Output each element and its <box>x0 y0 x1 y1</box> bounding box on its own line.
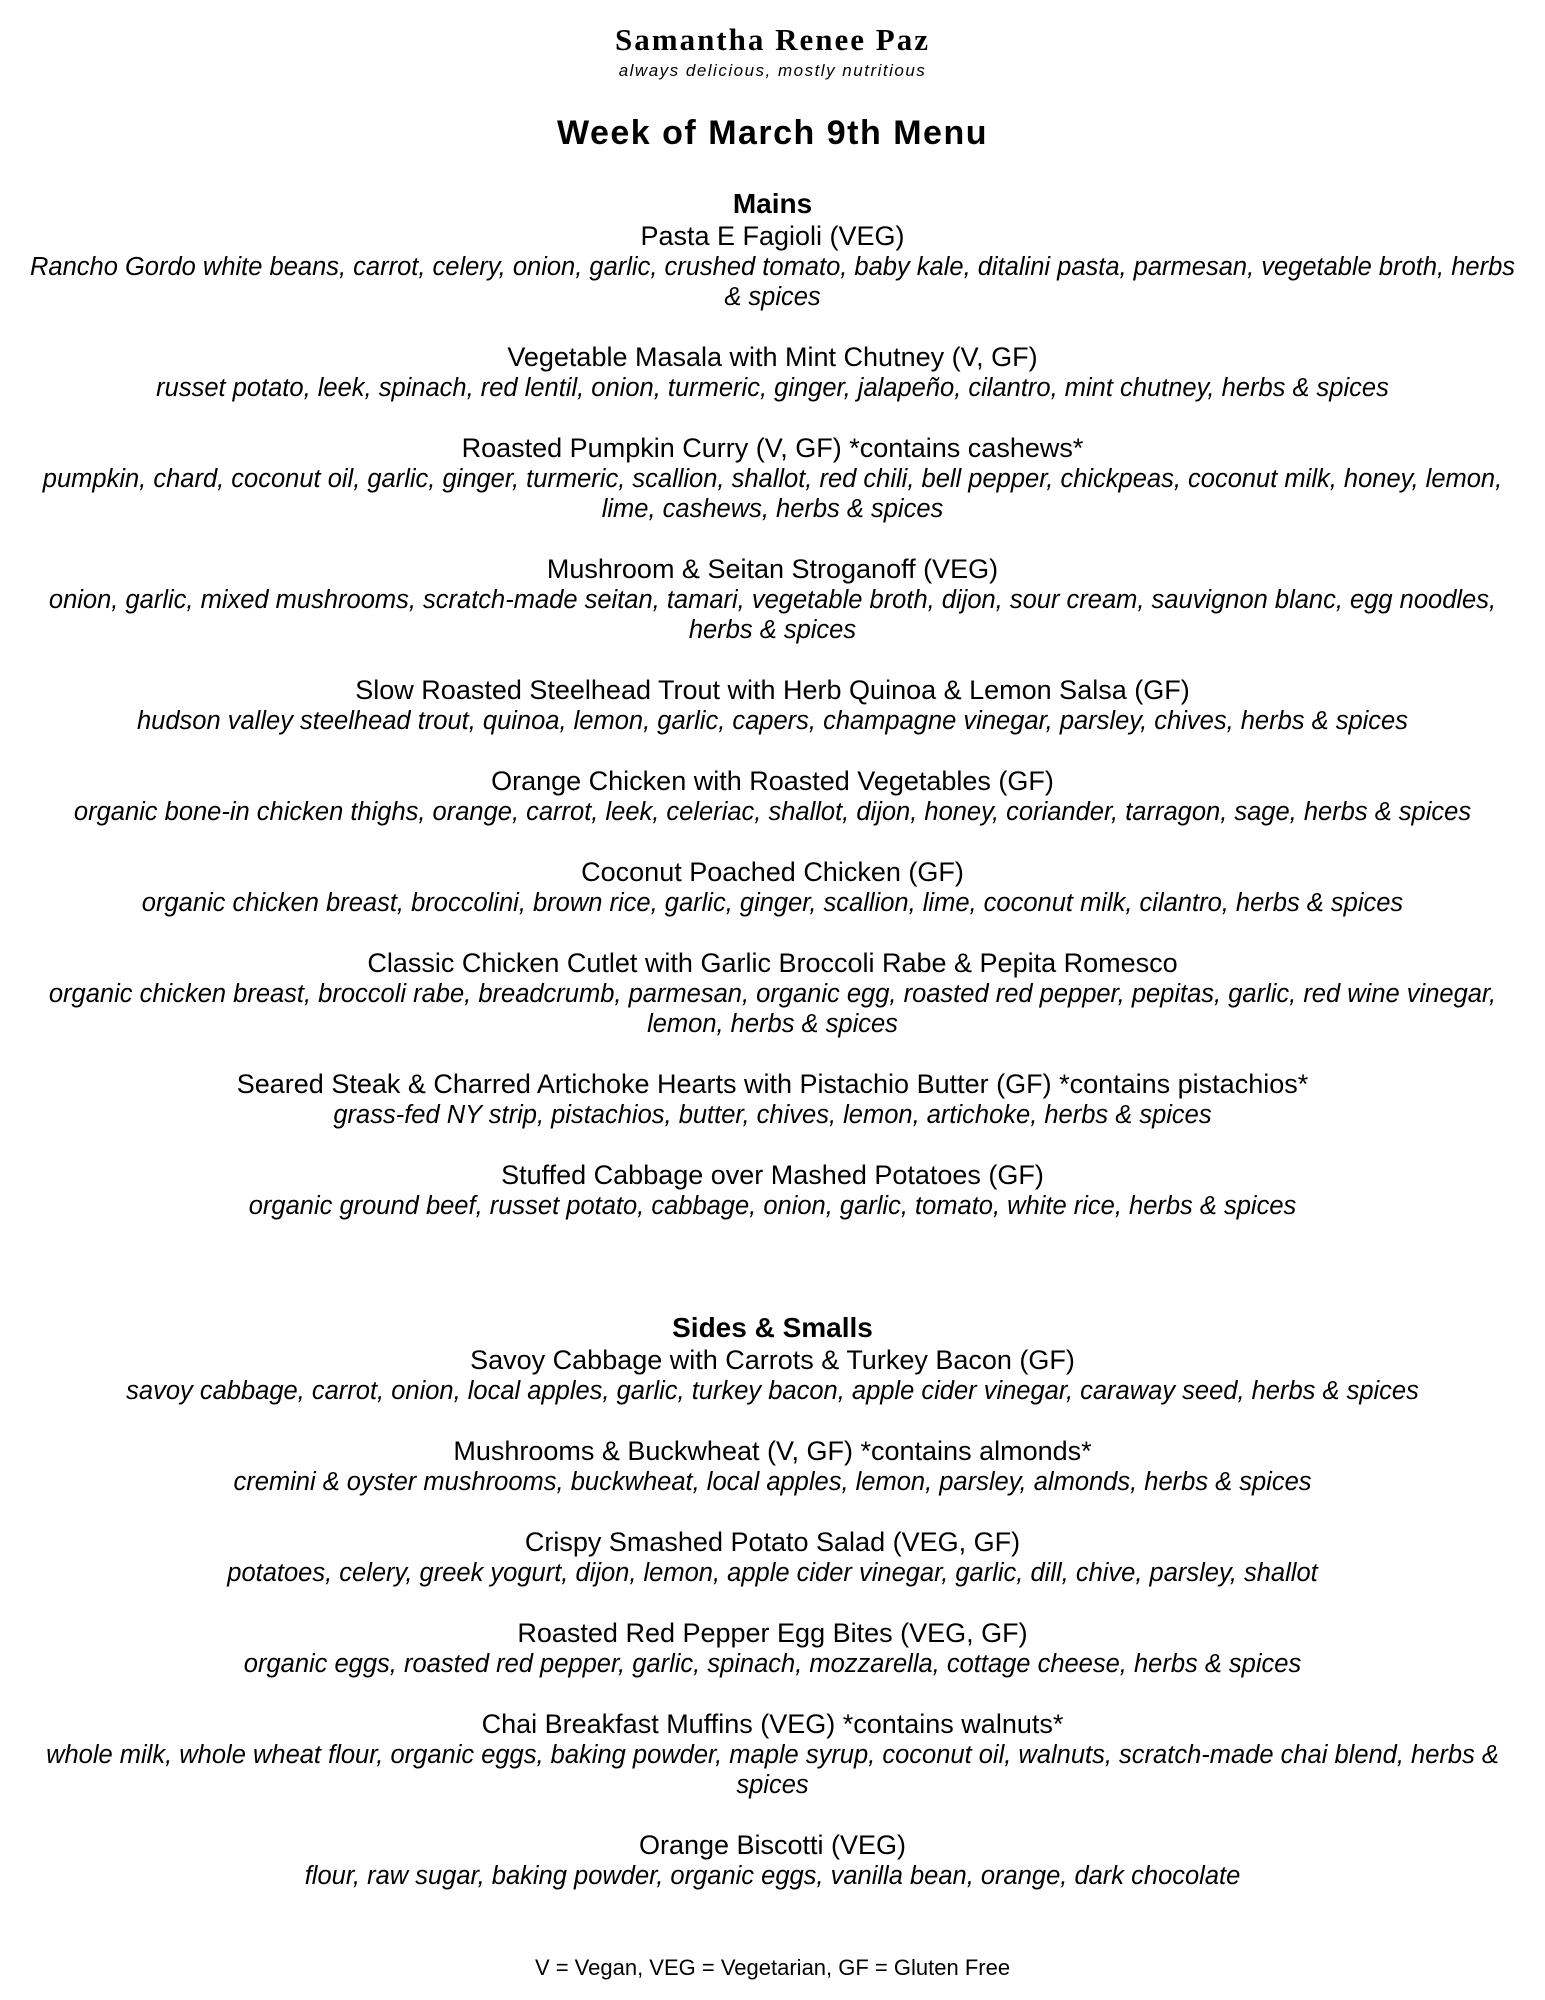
dish-coconut-poached-chicken <box>0 857 1545 918</box>
dish-ingredients: potatoes, celery, greek yogurt, dijon, lemon, apple cider vinegar, garlic, dill, chive, parsley, shallot <box>227 1559 1318 1587</box>
dish-name: Coconut Poached Chicken (GF) <box>581 857 964 887</box>
dish-ingredients: pumpkin, chard, coconut oil, garlic, ginger, turmeric, scallion, shallot, red chili, bell pepper, chickpeas, coconut milk, honey, lemon, lime, cashews, herbs & spices <box>42 465 1503 523</box>
dish-ingredients: Rancho Gordo white beans, carrot, celery, onion, garlic, crushed tomato, baby kale, ditalini pasta, parmesan, vegetable broth, herbs & spices <box>29 253 1515 311</box>
dish-chai-muffins <box>0 1709 1545 1800</box>
dish-name: Mushroom & Seitan Stroganoff (VEG) <box>546 554 999 584</box>
dish-stuffed-cabbage <box>0 1160 1545 1221</box>
dish-seared-steak <box>0 1069 1545 1130</box>
dish-name: Crispy Smashed Potato Salad (VEG, GF) <box>524 1527 1021 1557</box>
dish-ingredients: organic ground beef, russet potato, cabbage, onion, garlic, tomato, white rice, herbs & spices <box>248 1192 1297 1220</box>
dish-name: Chai Breakfast Muffins (VEG) *contains walnuts* <box>481 1709 1064 1739</box>
brand-name: Samantha Renee Paz <box>615 22 930 57</box>
dish-mushrooms-buckwheat <box>0 1436 1545 1497</box>
dish-ingredients: grass-fed NY strip, pistachios, butter, chives, lemon, artichoke, herbs & spices <box>333 1101 1212 1129</box>
dish-ingredients: onion, garlic, mixed mushrooms, scratch-made seitan, tamari, vegetable broth, dijon, sour cream, sauvignon blanc, egg noodles, herbs & spices <box>48 586 1497 644</box>
dish-pasta-e-fagioli <box>0 221 1545 312</box>
dish-name: Orange Biscotti (VEG) <box>638 1830 907 1860</box>
sides-heading: Sides & Smalls <box>672 1312 873 1343</box>
dish-ingredients: hudson valley steelhead trout, quinoa, lemon, garlic, capers, champagne vinegar, parsley, chives, herbs & spices <box>137 707 1408 735</box>
dish-name: Orange Chicken with Roasted Vegetables (GF) <box>491 766 1054 796</box>
dish-ingredients: organic chicken breast, broccolini, brown rice, garlic, ginger, scallion, lime, coconut milk, cilantro, herbs & spices <box>141 889 1404 917</box>
dish-savoy-cabbage <box>0 1345 1545 1406</box>
dish-name: Roasted Pumpkin Curry (V, GF) *contains cashews* <box>461 433 1084 463</box>
sides-section <box>0 1311 1545 1921</box>
diet-legend: V = Vegan, VEG = Vegetarian, GF = Gluten Free <box>534 1955 1011 1980</box>
dish-orange-biscotti <box>0 1830 1545 1891</box>
dish-ingredients: organic eggs, roasted red pepper, garlic, spinach, mozzarella, cottage cheese, herbs & spices <box>243 1650 1302 1678</box>
dish-name: Classic Chicken Cutlet with Garlic Broccoli Rabe & Pepita Romesco <box>367 948 1178 978</box>
dish-ingredients: savoy cabbage, carrot, onion, local apples, garlic, turkey bacon, apple cider vinegar, caraway seed, herbs & spices <box>126 1377 1419 1405</box>
dish-chicken-cutlet <box>0 948 1545 1039</box>
dish-name: Seared Steak & Charred Artichoke Hearts with Pistachio Butter (GF) *contains pistachios* <box>236 1069 1309 1099</box>
dish-name: Roasted Red Pepper Egg Bites (VEG, GF) <box>517 1618 1028 1648</box>
dish-name: Savoy Cabbage with Carrots & Turkey Bacon (GF) <box>470 1345 1075 1375</box>
mains-heading: Mains <box>732 188 813 219</box>
dish-name: Mushrooms & Buckwheat (V, GF) *contains almonds* <box>453 1436 1092 1466</box>
dish-name: Slow Roasted Steelhead Trout with Herb Quinoa & Lemon Salsa (GF) <box>355 675 1190 705</box>
dish-mushroom-seitan-stroganoff <box>0 554 1545 645</box>
dish-egg-bites <box>0 1618 1545 1679</box>
dish-ingredients: organic bone-in chicken thighs, orange, carrot, leek, celeriac, shallot, dijon, honey, coriander, tarragon, sage, herbs & spices <box>73 798 1472 826</box>
dish-name: Stuffed Cabbage over Mashed Potatoes (GF) <box>501 1160 1044 1190</box>
menu-title: Week of March 9th Menu <box>557 114 988 152</box>
tagline: always delicious, mostly nutritious <box>618 61 927 80</box>
dish-vegetable-masala <box>0 342 1545 403</box>
dish-name: Vegetable Masala with Mint Chutney (V, GF) <box>507 342 1038 372</box>
dish-ingredients: whole milk, whole wheat flour, organic eggs, baking powder, maple syrup, coconut oil, walnuts, scratch-made chai blend, herbs & spices <box>46 1741 1499 1799</box>
mains-section <box>0 187 1545 1251</box>
dish-ingredients: cremini & oyster mushrooms, buckwheat, local apples, lemon, parsley, almonds, herbs & spices <box>233 1468 1312 1496</box>
dish-orange-chicken <box>0 766 1545 827</box>
dish-ingredients: organic chicken breast, broccoli rabe, breadcrumb, parmesan, organic egg, roasted red pepper, pepitas, garlic, red wine vinegar, lemon, herbs & spices <box>48 980 1497 1038</box>
dish-roasted-pumpkin-curry <box>0 433 1545 524</box>
dish-name: Pasta E Fagioli (VEG) <box>640 221 905 251</box>
dish-ingredients: russet potato, leek, spinach, red lentil, onion, turmeric, ginger, jalapeño, cilantro, mint chutney, herbs & spices <box>156 374 1389 402</box>
dish-ingredients: flour, raw sugar, baking powder, organic eggs, vanilla bean, orange, dark chocolate <box>304 1862 1241 1890</box>
dish-steelhead-trout <box>0 675 1545 736</box>
dish-smashed-potato-salad <box>0 1527 1545 1588</box>
